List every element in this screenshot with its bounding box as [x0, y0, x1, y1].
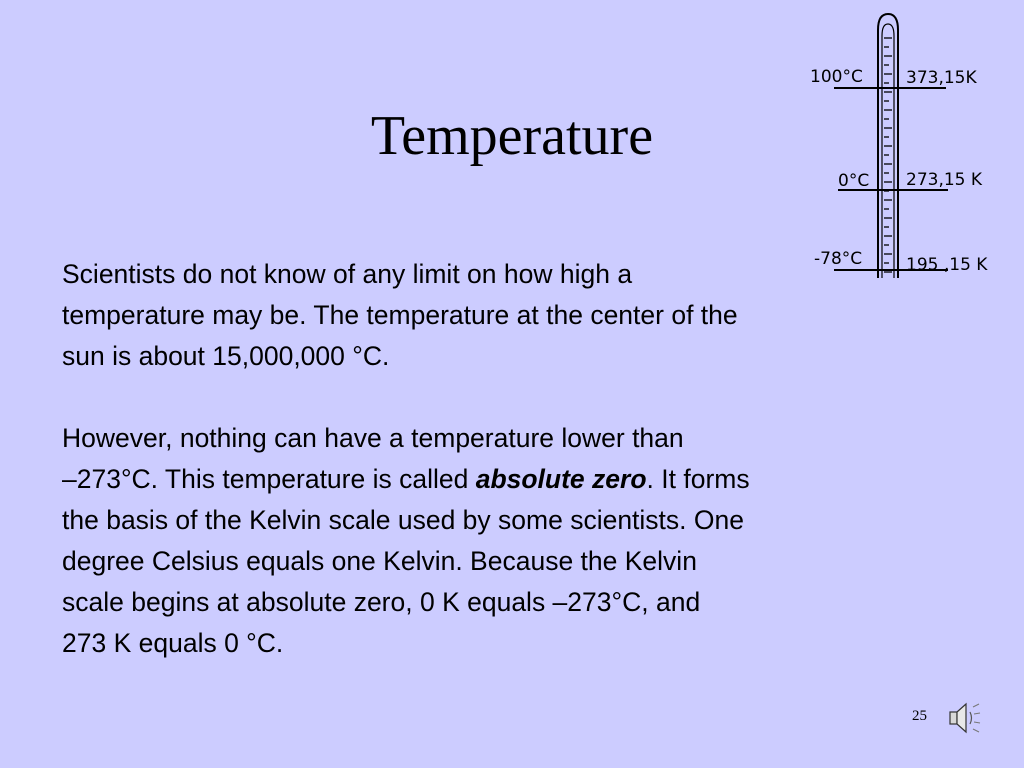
speaker-icon[interactable]: [946, 698, 982, 738]
label-273k: 273,15 K: [906, 170, 983, 190]
text-line: the basis of the Kelvin scale used by some scientists. One: [62, 505, 744, 535]
slide-body: [62, 254, 982, 664]
text-line: Scientists do not know of any limit on how high a: [62, 259, 633, 289]
paragraph-sun-temperature: [62, 254, 982, 377]
label-0c: 0°C: [838, 171, 870, 191]
text-fragment: . It forms: [646, 464, 750, 494]
text-line: 273 K equals 0 °C.: [62, 628, 284, 658]
label-195k: 195 ,15 K: [906, 255, 988, 275]
label-100c: 100°C: [810, 67, 863, 87]
text-line: temperature may be. The temperature at the center of the: [62, 300, 738, 330]
label-373k: 373,15K: [906, 68, 977, 88]
text-line: degree Celsius equals one Kelvin. Because the Kelvin: [62, 546, 697, 576]
text-line: However, nothing can have a temperature lower than: [62, 423, 684, 453]
slide-number: 25: [912, 708, 927, 724]
label-minus78c: -78°C: [814, 249, 863, 269]
thermometer-ticks: [884, 38, 892, 272]
absolute-zero-term: absolute zero: [475, 464, 647, 494]
paragraph-absolute-zero: [62, 418, 982, 664]
text-line: sun is about 15,000,000 °C.: [62, 341, 390, 371]
text-line: scale begins at absolute zero, 0 K equals –273°C, and: [62, 587, 701, 617]
text-fragment: –273°C. This temperature is called: [62, 464, 476, 494]
thermometer-illustration: [808, 8, 1008, 288]
slide-title: Temperature: [370, 105, 654, 167]
